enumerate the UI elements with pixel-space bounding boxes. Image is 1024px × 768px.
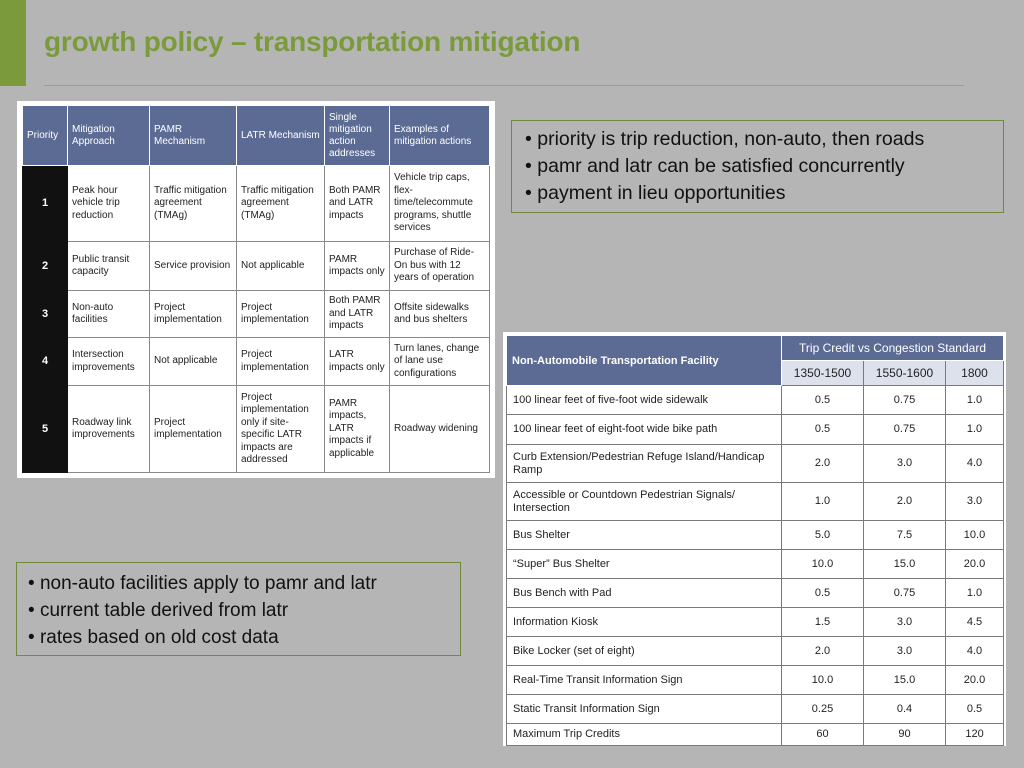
credit-cell: 1.0 — [946, 415, 1004, 445]
table-cell: Non-auto facilities — [68, 291, 150, 338]
header-standard-1550-1600: 1550-1600 — [864, 361, 946, 386]
facility-cell: Bus Shelter — [507, 521, 782, 550]
table-cell: Not applicable — [150, 338, 237, 386]
priority-cell: 5 — [23, 386, 68, 473]
table-cell: PAMR impacts, LATR impacts if applicable — [325, 386, 390, 473]
table-row — [507, 521, 1004, 550]
table-row — [507, 415, 1004, 445]
header-latr-mechanism: LATR Mechanism — [237, 106, 325, 166]
table-row — [23, 338, 490, 386]
table-cell: Intersection improvements — [68, 338, 150, 386]
table-cell: Project implementation — [150, 386, 237, 473]
bullet-item: • payment in lieu opportunities — [525, 180, 1003, 207]
credit-cell: 20.0 — [946, 550, 1004, 579]
credit-cell: 0.75 — [864, 415, 946, 445]
credit-cell: 7.5 — [864, 521, 946, 550]
facility-cell: 100 linear feet of eight-foot wide bike path — [507, 415, 782, 445]
facility-cell: Maximum Trip Credits — [507, 724, 782, 746]
credit-cell: 4.0 — [946, 445, 1004, 483]
table-cell: Offsite sidewalks and bus shelters — [390, 291, 490, 338]
credit-cell: 3.0 — [864, 608, 946, 637]
credit-cell: 1.0 — [782, 483, 864, 521]
table-cell: Project implementation — [237, 291, 325, 338]
table-cell: Turn lanes, change of lane use configurations — [390, 338, 490, 386]
bullet-item: • priority is trip reduction, non-auto, then roads — [525, 126, 1003, 153]
table-cell: Public transit capacity — [68, 242, 150, 291]
table-row — [23, 386, 490, 473]
credit-cell: 0.5 — [782, 415, 864, 445]
credit-cell: 4.0 — [946, 637, 1004, 666]
credit-cell: 3.0 — [864, 445, 946, 483]
table-row — [23, 291, 490, 338]
credit-cell: 0.75 — [864, 386, 946, 415]
header-standard-1350-1500: 1350-1500 — [782, 361, 864, 386]
facility-cell: “Super” Bus Shelter — [507, 550, 782, 579]
credit-cell: 10.0 — [782, 550, 864, 579]
table-row — [507, 666, 1004, 695]
table-row — [507, 608, 1004, 637]
title-divider — [44, 85, 964, 86]
credit-cell: 0.75 — [864, 579, 946, 608]
table-cell: Both PAMR and LATR impacts — [325, 291, 390, 338]
priority-cell: 1 — [23, 166, 68, 242]
table-cell: Traffic mitigation agreement (TMAg) — [150, 166, 237, 242]
header-trip-credit: Trip Credit vs Congestion Standard — [782, 336, 1004, 361]
table-cell: Peak hour vehicle trip reduction — [68, 166, 150, 242]
table-row — [23, 166, 490, 242]
table-row — [507, 445, 1004, 483]
trip-credit-table-panel — [503, 332, 1006, 746]
header-priority: Priority — [23, 106, 68, 166]
notes-bullets-box — [16, 562, 461, 656]
credit-cell: 4.5 — [946, 608, 1004, 637]
facility-cell: Accessible or Countdown Pedestrian Signals/ Intersection — [507, 483, 782, 521]
table-row — [507, 386, 1004, 415]
facility-cell: Information Kiosk — [507, 608, 782, 637]
bullet-item: • non-auto facilities apply to pamr and latr — [28, 570, 460, 597]
credit-cell: 0.5 — [782, 386, 864, 415]
header-mitigation-approach: Mitigation Approach — [68, 106, 150, 166]
header-single-action: Single mitigation action addresses — [325, 106, 390, 166]
table-cell: Traffic mitigation agreement (TMAg) — [237, 166, 325, 242]
credit-cell: 15.0 — [864, 666, 946, 695]
credit-cell: 5.0 — [782, 521, 864, 550]
mitigation-table-panel — [17, 101, 495, 478]
table-cell: Project implementation — [237, 338, 325, 386]
credit-cell: 2.0 — [782, 637, 864, 666]
table-row — [507, 724, 1004, 746]
credit-cell: 120 — [946, 724, 1004, 746]
table-cell: Service provision — [150, 242, 237, 291]
table-cell: PAMR impacts only — [325, 242, 390, 291]
facility-cell: Static Transit Information Sign — [507, 695, 782, 724]
table-row — [507, 695, 1004, 724]
bullet-item: • current table derived from latr — [28, 597, 460, 624]
table-row — [23, 242, 490, 291]
table-cell: LATR impacts only — [325, 338, 390, 386]
header-facility: Non-Automobile Transportation Facility — [507, 336, 782, 386]
credit-header-row — [507, 336, 1004, 361]
table-row — [507, 483, 1004, 521]
credit-cell: 20.0 — [946, 666, 1004, 695]
facility-cell: Bike Locker (set of eight) — [507, 637, 782, 666]
table-cell: Project implementation only if site-specific LATR impacts are addressed — [237, 386, 325, 473]
header-pamr-mechanism: PAMR Mechanism — [150, 106, 237, 166]
credit-cell: 0.25 — [782, 695, 864, 724]
table-cell: Roadway link improvements — [68, 386, 150, 473]
credit-cell: 60 — [782, 724, 864, 746]
trip-credit-table — [506, 335, 1004, 746]
priority-cell: 4 — [23, 338, 68, 386]
table-cell: Purchase of Ride-On bus with 12 years of operation — [390, 242, 490, 291]
mitigation-table — [22, 105, 490, 473]
summary-bullets-box — [511, 120, 1004, 213]
table-cell: Project implementation — [150, 291, 237, 338]
title-accent-bar — [0, 0, 26, 86]
table-cell: Both PAMR and LATR impacts — [325, 166, 390, 242]
credit-cell: 2.0 — [782, 445, 864, 483]
table-row — [507, 637, 1004, 666]
bullet-item: • rates based on old cost data — [28, 624, 460, 651]
slide-title: growth policy – transportation mitigation — [44, 26, 581, 57]
credit-cell: 10.0 — [782, 666, 864, 695]
credit-cell: 0.5 — [782, 579, 864, 608]
table-row — [507, 579, 1004, 608]
credit-cell: 1.5 — [782, 608, 864, 637]
credit-cell: 2.0 — [864, 483, 946, 521]
facility-cell: Real-Time Transit Information Sign — [507, 666, 782, 695]
credit-cell: 3.0 — [864, 637, 946, 666]
credit-cell: 0.5 — [946, 695, 1004, 724]
table-row — [507, 550, 1004, 579]
table-cell: Vehicle trip caps, flex-time/telecommute programs, shuttle services — [390, 166, 490, 242]
table-cell: Roadway widening — [390, 386, 490, 473]
credit-cell: 3.0 — [946, 483, 1004, 521]
credit-cell: 0.4 — [864, 695, 946, 724]
credit-cell: 1.0 — [946, 386, 1004, 415]
credit-cell: 90 — [864, 724, 946, 746]
table-cell: Not applicable — [237, 242, 325, 291]
credit-cell: 10.0 — [946, 521, 1004, 550]
priority-cell: 3 — [23, 291, 68, 338]
facility-cell: Bus Bench with Pad — [507, 579, 782, 608]
header-examples: Examples of mitigation actions — [390, 106, 490, 166]
bullet-item: • pamr and latr can be satisfied concurrently — [525, 153, 1003, 180]
facility-cell: 100 linear feet of five-foot wide sidewalk — [507, 386, 782, 415]
credit-cell: 15.0 — [864, 550, 946, 579]
header-standard-1800: 1800 — [946, 361, 1004, 386]
mitigation-header-row — [23, 106, 490, 166]
credit-cell: 1.0 — [946, 579, 1004, 608]
priority-cell: 2 — [23, 242, 68, 291]
facility-cell: Curb Extension/Pedestrian Refuge Island/Handicap Ramp — [507, 445, 782, 483]
